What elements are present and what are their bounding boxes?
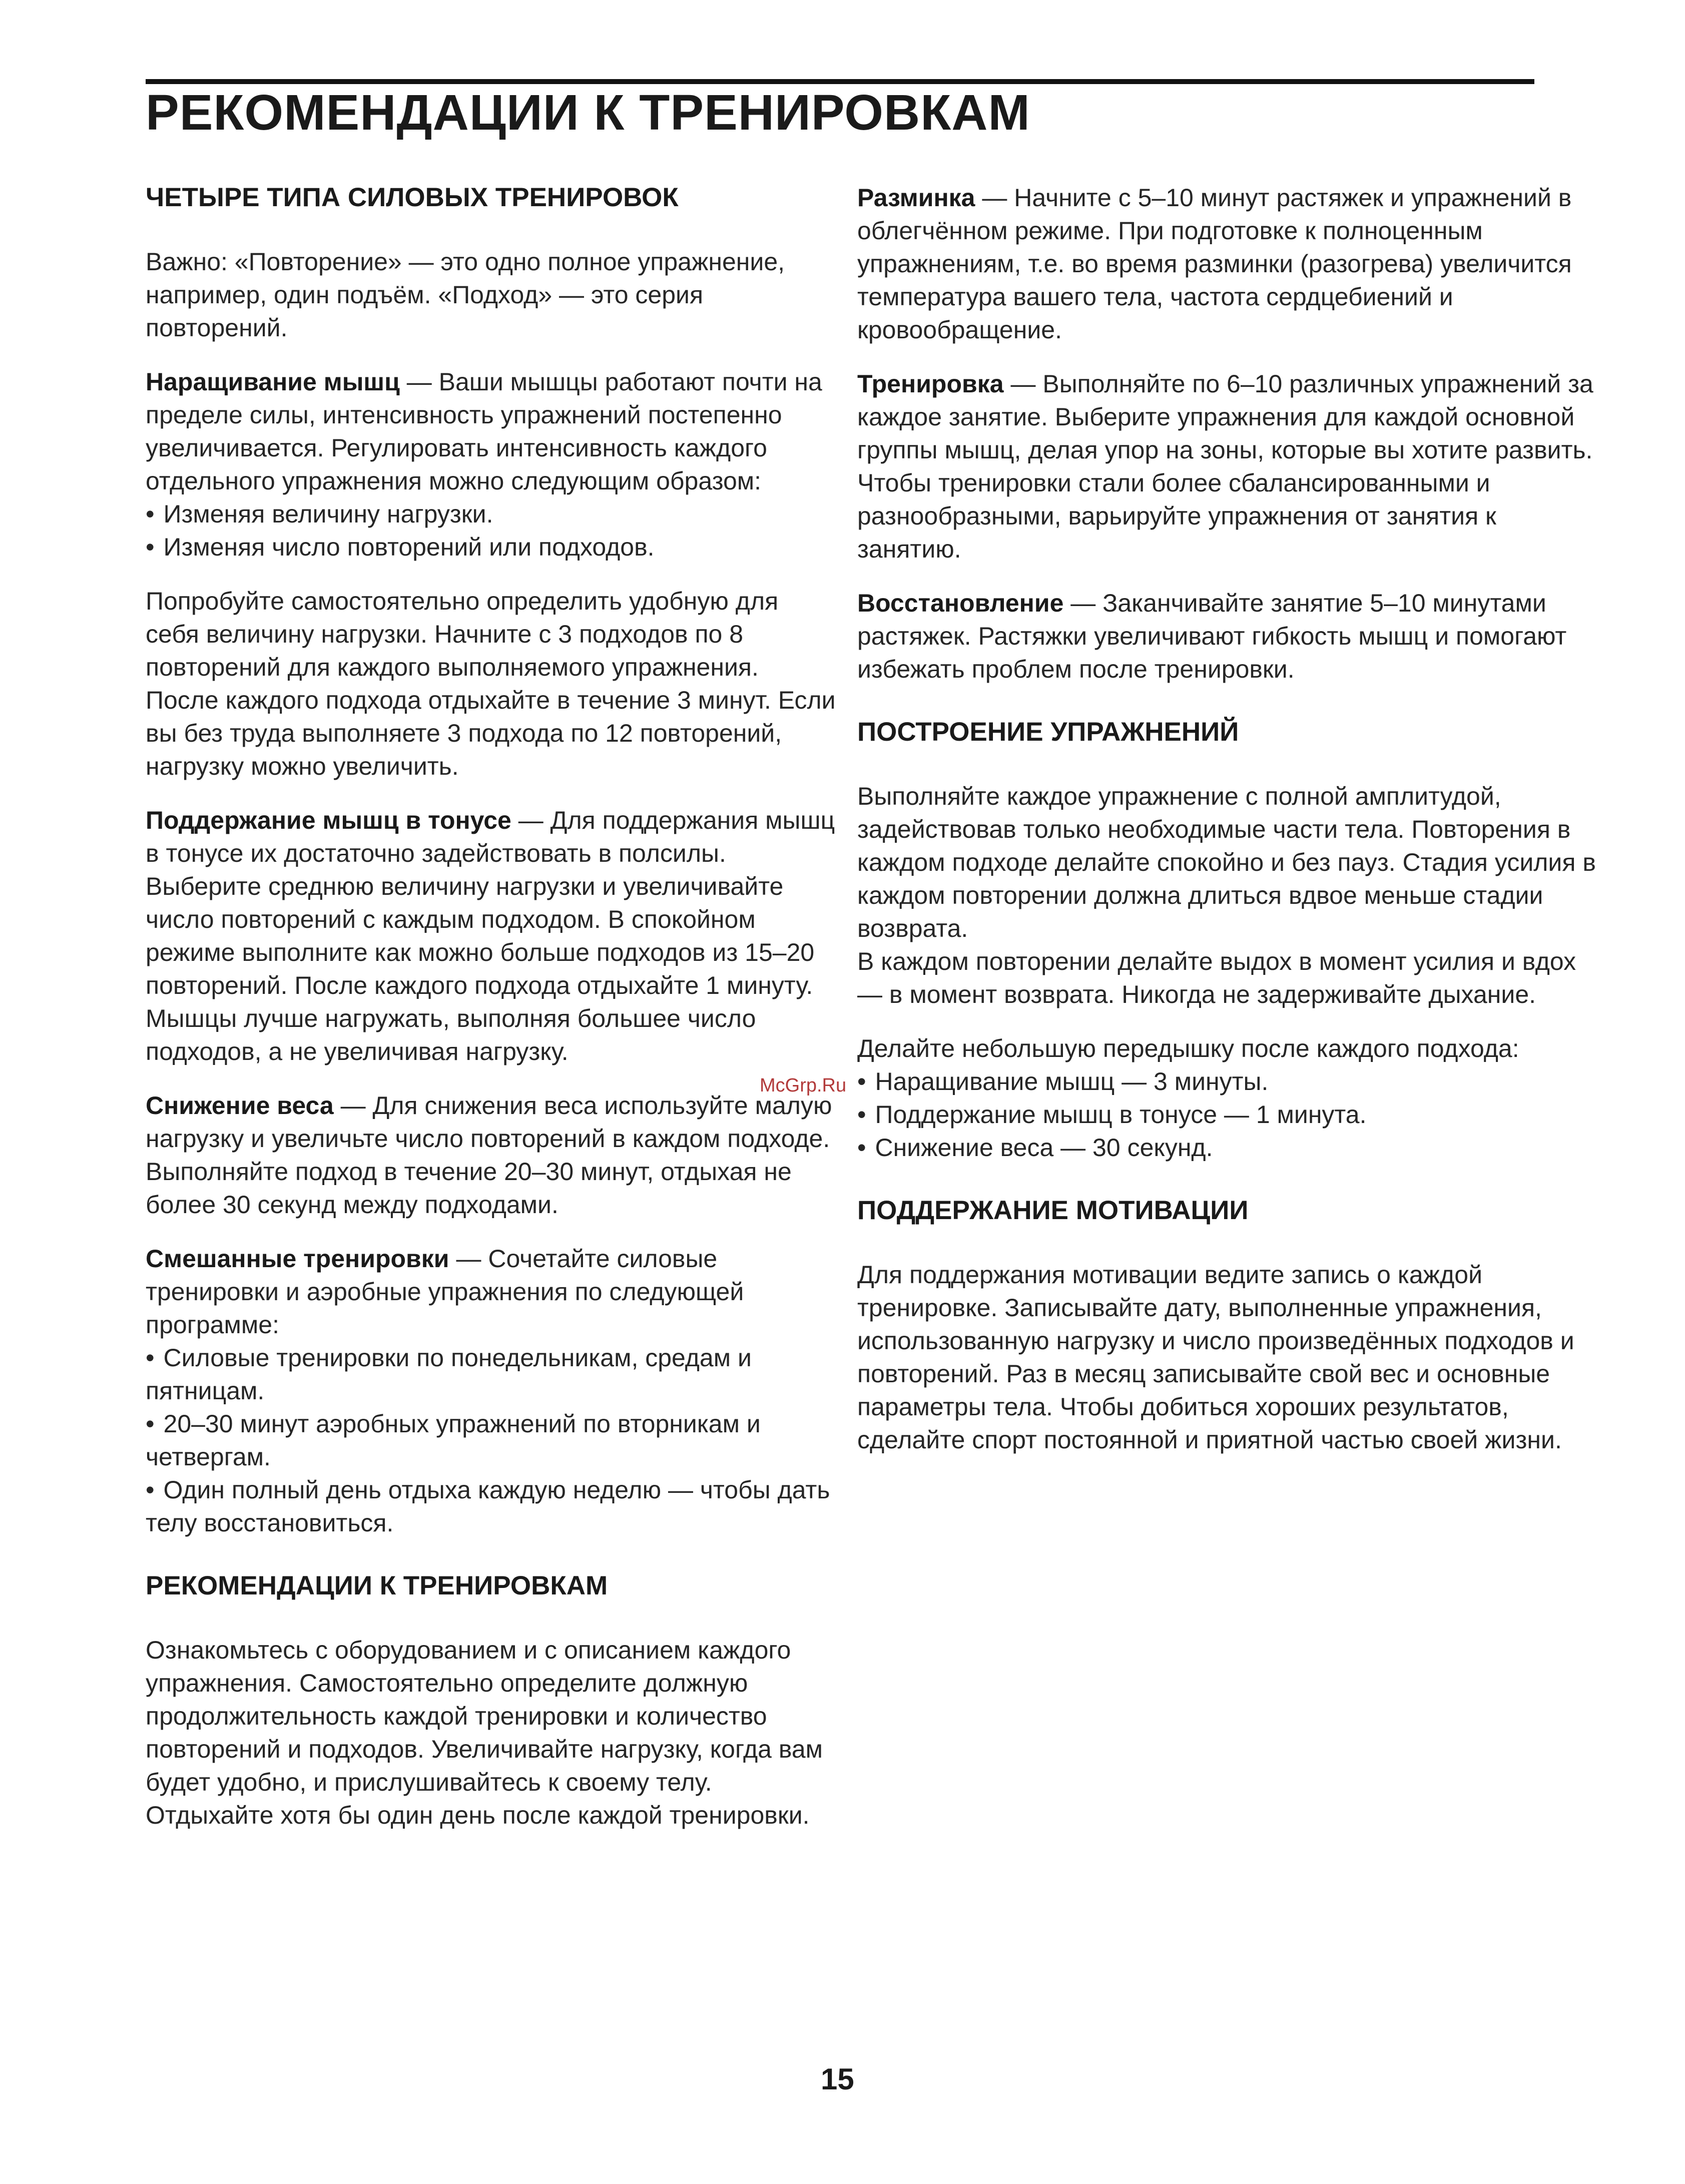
list-item: • 20–30 минут аэробных упражнений по вторникам и четвергам. — [146, 1407, 836, 1473]
muscle-building-list — [146, 497, 836, 564]
list-item: • Наращивание мышц — 3 минуты. — [857, 1065, 1598, 1098]
weight-loss-paragraph — [146, 1089, 836, 1221]
rest-list — [857, 1065, 1598, 1164]
mixed-training-lead: Смешанные тренировки — [146, 1245, 449, 1273]
training-paragraph — [857, 367, 1598, 566]
muscle-building-text: — Ваши мышцы работают почти на пределе силы, интенсивность упражнений постепенно увеличивается. Регулировать интенсивность каждого отдельного упражнения можно следующим образом: — [146, 368, 822, 495]
warmup-text: — Начните с 5–10 минут растяжек и упражнений в облегчённом режиме. При подготовке к полноценным упражнениям, т.е. во время разминки (разогрева) увеличится температура вашего тела, частота сердцебиений и кровообращение. — [857, 184, 1572, 344]
weight-loss-lead: Снижение веса — [146, 1091, 334, 1120]
motivation-paragraph: Для поддержания мотивации ведите запись о каждой тренировке. Записывайте дату, выполненные упражнения, использованную нагрузку и число произведённых подходов и повторений. Раз в месяц записывайте свой вес и основные параметры тела. Чтобы добиться хороших результатов, сделайте спорт постоянной и приятной частью своей жизни. — [857, 1261, 1574, 1454]
list-item: • Изменяя число повторений или подходов. — [146, 530, 836, 564]
breathing-paragraph: В каждом повторении делайте выдох в момент усилия и вдох — в момент возврата. Никогда не задерживайте дыхание. — [857, 947, 1576, 1008]
list-item: • Снижение веса — 30 секунд. — [857, 1131, 1598, 1164]
list-item: • Один полный день отдыха каждую неделю — чтобы дать телу восстановиться. — [146, 1473, 836, 1539]
watermark: McGrp.Ru — [760, 1075, 847, 1096]
mixed-training-paragraph — [146, 1242, 836, 1341]
heading-training-recommendations: РЕКОМЕНДАЦИИ К ТРЕНИРОВКАМ — [146, 1571, 608, 1600]
recovery-paragraph — [857, 587, 1598, 686]
list-item: • Поддержание мышц в тонусе — 1 минута. — [857, 1098, 1598, 1131]
rest-paragraph: Делайте небольшую передышку после каждого подхода: — [857, 1034, 1519, 1062]
page-title: РЕКОМЕНДАЦИИ К ТРЕНИРОВКАМ — [146, 85, 1030, 141]
muscle-tone-text: — Для поддержания мышц в тонусе их достаточно задействовать в полсилы. Выберите среднюю величину нагрузки и увеличивайте число повторений с каждым подходом. В спокойном режиме выполните как можно больше подходов из 15–20 повторений. После каждого подхода отдыхайте 1 минуту. Мышцы лучше нагружать, выполняя большее число подходов, а не увеличивая нагрузку. — [146, 806, 835, 1065]
page-number: 15 — [821, 2062, 854, 2096]
mixed-training-list — [146, 1341, 836, 1539]
heading-strength-types: ЧЕТЫРЕ ТИПА СИЛОВЫХ ТРЕНИРОВОК — [146, 183, 679, 212]
load-paragraph: Попробуйте самостоятельно определить удобную для себя величину нагрузки. Начните с 3 подходов по 8 повторений для каждого выполняемого упражнения. После каждого подхода отдыхайте в течение 3 минут. Если вы без труда выполняете 3 подхода по 12 повторений, нагрузку можно увеличить. — [146, 587, 836, 780]
intro-paragraph: Важно: «Повторение» — это одно полное упражнение, например, один подъём. «Подход» — это серия повторений. — [146, 248, 785, 342]
training-lead: Тренировка — [857, 370, 1004, 398]
training-text: — Выполняйте по 6–10 различных упражнений за каждое занятие. Выберите упражнения для каждой основной группы мышц, делая упор на зоны, которые вы хотите развить. Чтобы тренировки стали более сбалансированными и разнообразными, варьируйте упражнения от занятия к занятию. — [857, 370, 1593, 563]
build-paragraph: Выполняйте каждое упражнение с полной амплитудой, задействовав только необходимые части тела. Повторения в каждом подходе делайте спокойно и без пауз. Стадия усилия в каждом повторении должна длиться вдвое меньше стадии возврата. — [857, 782, 1596, 942]
list-item: • Силовые тренировки по понедельникам, средам и пятницам. — [146, 1341, 836, 1407]
list-item: • Изменяя величину нагрузки. — [146, 497, 836, 530]
muscle-tone-paragraph — [146, 804, 836, 1068]
muscle-building-paragraph — [146, 365, 836, 497]
muscle-building-lead: Наращивание мышц — [146, 368, 400, 396]
warmup-paragraph — [857, 181, 1598, 346]
right-column — [857, 181, 1598, 1477]
recovery-lead: Восстановление — [857, 589, 1064, 617]
left-column — [146, 181, 836, 1853]
recommendations-paragraph: Ознакомьтесь с оборудованием и с описанием каждого упражнения. Самостоятельно определите должную продолжительность каждой тренировки и количество повторений и подходов. Увеличивайте нагрузку, когда вам будет удобно, и прислушивайтесь к своему телу. Отдыхайте хотя бы один день после каждой тренировки. — [146, 1636, 823, 1829]
mixed-training-text: — Сочетайте силовые тренировки и аэробные упражнения по следующей программе: — [146, 1245, 744, 1339]
heading-motivation: ПОДДЕРЖАНИЕ МОТИВАЦИИ — [857, 1196, 1249, 1225]
top-rule — [146, 79, 1534, 84]
weight-loss-text: — Для снижения веса используйте малую нагрузку и увеличьте число повторений в каждом подходе. Выполняйте подход в течение 20–30 минут, отдыхая не более 30 секунд между подходами. — [146, 1091, 832, 1219]
muscle-tone-lead: Поддержание мышц в тонусе — [146, 806, 511, 834]
warmup-lead: Разминка — [857, 184, 975, 212]
recovery-text: — Заканчивайте занятие 5–10 минутами растяжек. Растяжки увеличивают гибкость мышц и помогают избежать проблем после тренировки. — [857, 589, 1567, 683]
heading-exercise-building: ПОСТРОЕНИЕ УПРАЖНЕНИЙ — [857, 717, 1239, 747]
